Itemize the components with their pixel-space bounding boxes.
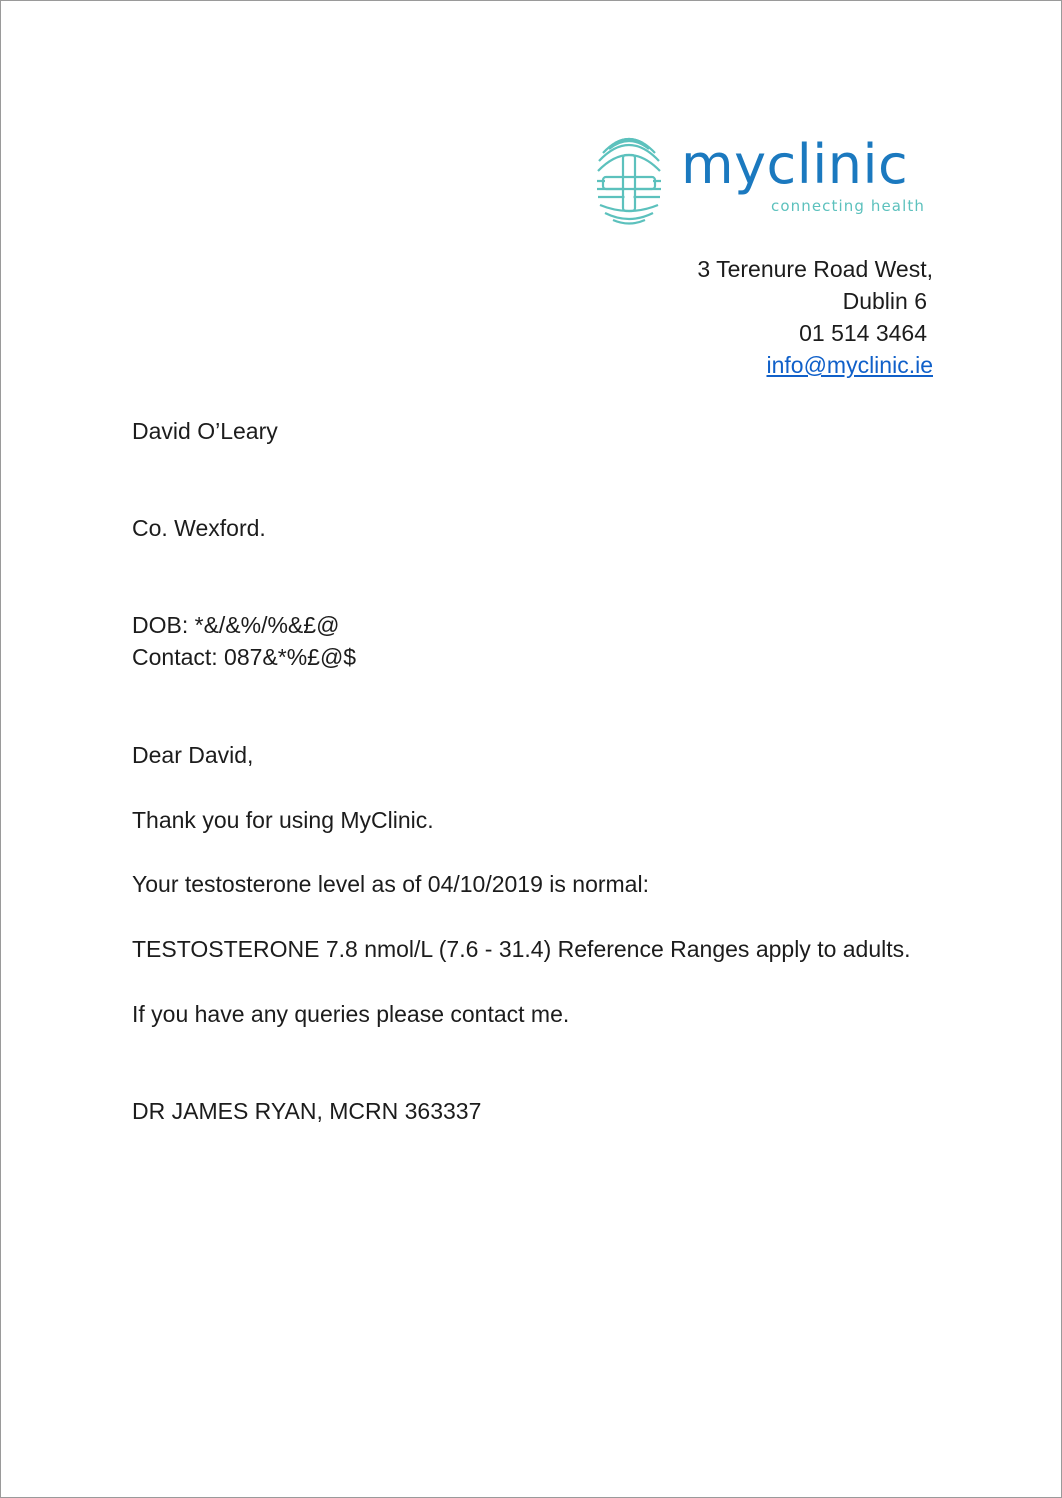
logo-tagline: connecting health	[771, 197, 925, 215]
test-result: TESTOSTERONE 7.8 nmol/L (7.6 - 31.4) Reference Ranges apply to adults.	[132, 936, 911, 962]
recipient-name: David O’Leary	[132, 418, 278, 444]
address-line-1: 3 Terenure Road West,	[697, 256, 933, 282]
result-intro: Your testosterone level as of 04/10/2019 is normal:	[132, 871, 649, 897]
clinic-email-link[interactable]: info@myclinic.ie	[766, 352, 933, 378]
logo-wordmark: myclinic	[681, 133, 909, 196]
clinic-address	[697, 253, 933, 381]
recipient-dob: DOB: *&/&%/%&£@	[132, 612, 340, 638]
address-line-2: Dublin 6	[842, 288, 927, 314]
thanks-paragraph: Thank you for using MyClinic.	[132, 807, 434, 833]
recipient-county: Co. Wexford.	[132, 515, 266, 541]
salutation: Dear David,	[132, 742, 254, 768]
queries-paragraph: If you have any queries please contact me.	[132, 1001, 570, 1027]
signature: DR JAMES RYAN, MCRN 363337	[132, 1098, 482, 1124]
clinic-phone: 01 514 3464	[799, 320, 927, 346]
fingerprint-cross-icon	[595, 131, 663, 225]
clinic-logo	[595, 129, 940, 229]
recipient-contact: Contact: 087&*%£@$	[132, 644, 357, 670]
